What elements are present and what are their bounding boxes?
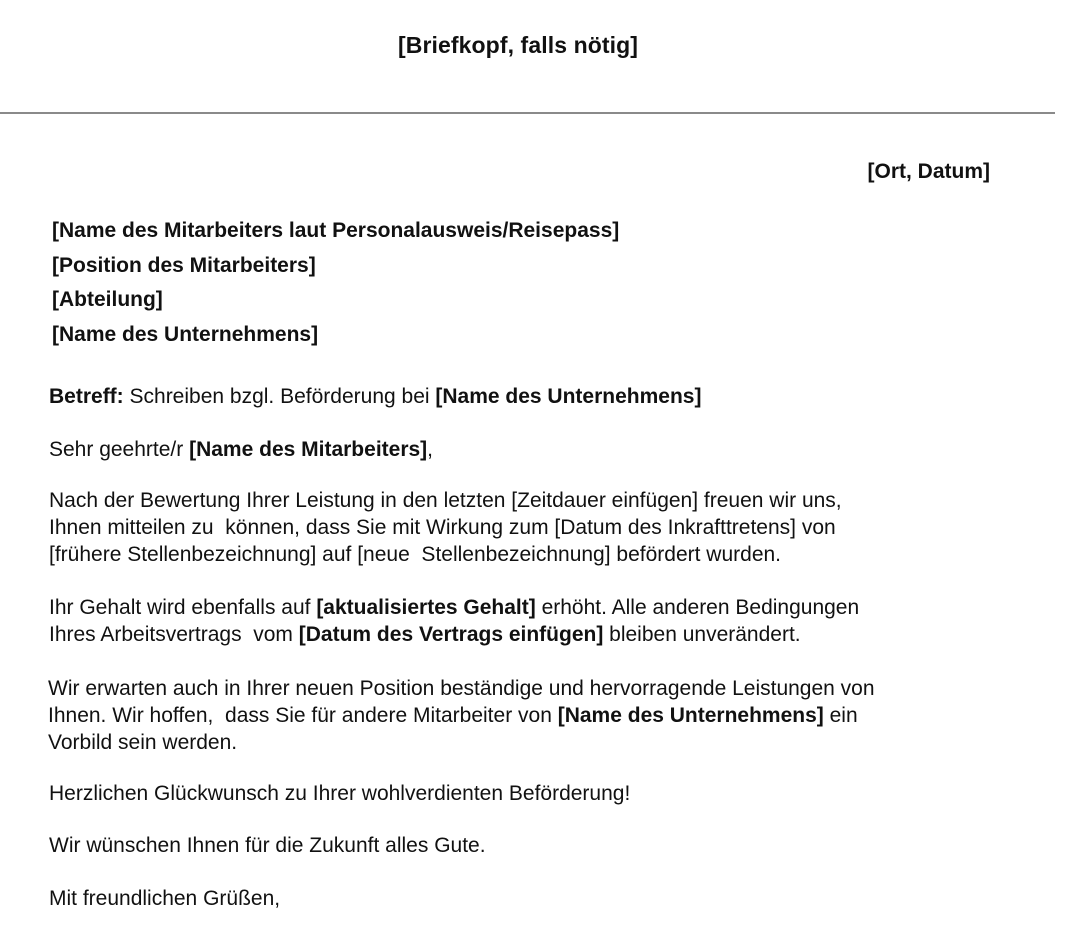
congratulations-line: Herzlichen Glückwunsch zu Ihrer wohlverdienten Beförderung! <box>49 782 631 805</box>
salary-placeholder: [aktualisiertes Gehalt] <box>316 596 536 619</box>
wishes-line: Wir wünschen Ihnen für die Zukunft alles Gute. <box>49 834 486 857</box>
letterhead: [Briefkopf, falls nötig] <box>397 32 639 58</box>
salutation-text: Sehr geehrte/r <box>49 438 190 461</box>
place-date: [Ort, Datum] <box>867 160 990 183</box>
recipient-block <box>52 214 619 352</box>
paragraph-line: Nach der Bewertung Ihrer Leistung in den letzten [Zeitdauer einfügen] freuen wir uns, <box>49 489 842 512</box>
salutation <box>49 436 1009 463</box>
recipient-department: [Abteilung] <box>52 288 163 311</box>
salutation-name: [Name des Mitarbeiters] <box>189 438 428 461</box>
paragraph-line: [frühere Stellenbezeichnung] auf [neue Stellenbezeichnung] befördert wurden. <box>49 543 782 566</box>
paragraph-text: Ihr Gehalt wird ebenfalls auf <box>49 596 317 619</box>
paragraph-expectations <box>48 675 1008 756</box>
contract-date-placeholder: [Datum des Vertrags einfügen] <box>298 623 604 646</box>
paragraph-salary <box>49 594 1009 648</box>
paragraph-text: Ihnen. Wir hoffen, dass Sie für andere Mitarbeiter von <box>48 704 558 727</box>
salutation-suffix: , <box>427 438 434 461</box>
paragraph-text: ein <box>823 704 858 727</box>
subject-line <box>49 383 1009 410</box>
recipient-name: [Name des Mitarbeiters laut Personalausweis/Reisepass] <box>52 219 620 242</box>
paragraph-text: Ihres Arbeitsvertrags vom <box>49 623 299 646</box>
subject-company: [Name des Unternehmens] <box>435 385 702 408</box>
paragraph-text: erhöht. Alle anderen Bedingungen <box>535 596 860 619</box>
closing-line: Mit freundlichen Grüßen, <box>49 887 281 910</box>
paragraph-line: Wir erwarten auch in Ihrer neuen Position beständige und hervorragende Leistungen von <box>48 677 875 700</box>
subject-label: Betreff: <box>49 385 124 408</box>
paragraph-promotion <box>49 487 1009 568</box>
subject-text: Schreiben bzgl. Beförderung bei <box>123 385 436 408</box>
recipient-position: [Position des Mitarbeiters] <box>52 253 316 277</box>
company-placeholder: [Name des Unternehmens] <box>557 704 824 727</box>
header-divider <box>0 112 1055 114</box>
paragraph-line: Vorbild sein werden. <box>48 731 238 754</box>
paragraph-text: bleiben unverändert. <box>603 623 801 646</box>
paragraph-line: Ihnen mitteilen zu können, dass Sie mit Wirkung zum [Datum des Inkrafttretens] von <box>49 516 836 539</box>
recipient-company: [Name des Unternehmens] <box>52 322 319 346</box>
